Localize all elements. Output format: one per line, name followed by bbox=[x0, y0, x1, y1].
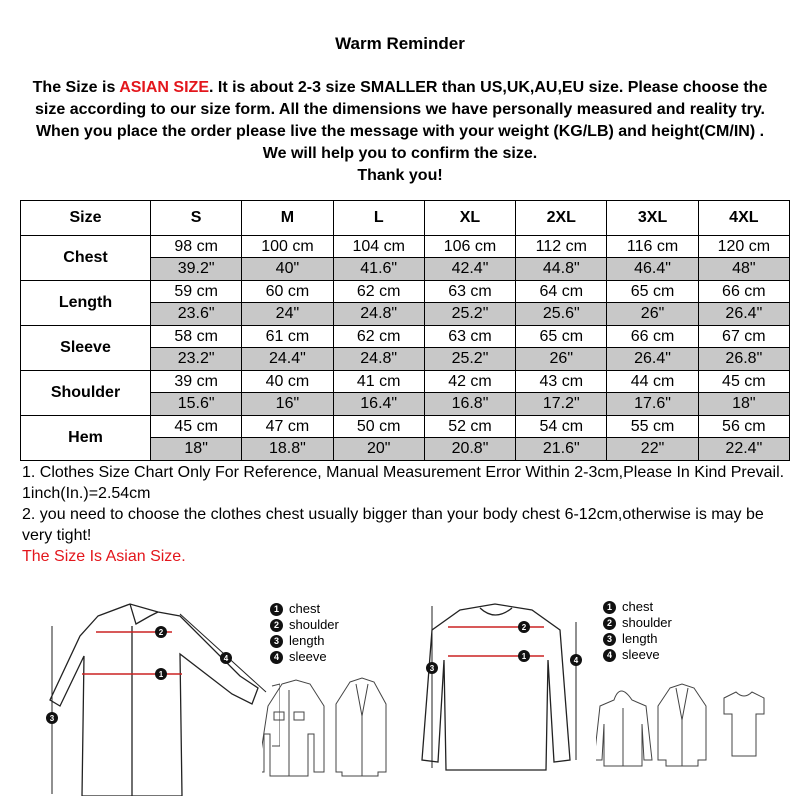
cm-cell: 44 cm bbox=[607, 371, 698, 393]
legend-label: shoulder bbox=[289, 617, 339, 632]
inch-cell: 48" bbox=[698, 258, 789, 281]
cm-cell: 120 cm bbox=[698, 236, 789, 258]
legend-label: chest bbox=[289, 601, 321, 616]
number-badge-icon: 4 bbox=[270, 651, 283, 664]
inch-cell: 17.2" bbox=[516, 393, 607, 416]
legend-label: chest bbox=[622, 599, 654, 614]
header-4xl: 4XL bbox=[698, 201, 789, 236]
inch-cell: 40" bbox=[242, 258, 333, 281]
table-row bbox=[21, 281, 790, 303]
sweater-thumbnails bbox=[596, 680, 766, 770]
inch-cell: 23.6" bbox=[151, 303, 242, 326]
legend-item bbox=[603, 599, 672, 615]
inch-cell: 26" bbox=[516, 348, 607, 371]
number-badge-icon: 4 bbox=[603, 649, 616, 662]
inch-cell: 24.4" bbox=[242, 348, 333, 371]
number-badge-icon: 1 bbox=[603, 601, 616, 614]
header-3xl: 3XL bbox=[607, 201, 698, 236]
table-row bbox=[21, 236, 790, 258]
cm-cell: 41 cm bbox=[333, 371, 424, 393]
header-size: Size bbox=[21, 201, 151, 236]
inch-cell: 17.6" bbox=[607, 393, 698, 416]
marker-1-label: 1 bbox=[521, 652, 527, 661]
legend-item bbox=[270, 601, 339, 617]
table-row bbox=[21, 416, 790, 438]
cm-cell: 62 cm bbox=[333, 281, 424, 303]
cm-cell: 45 cm bbox=[151, 416, 242, 438]
inch-cell: 26" bbox=[607, 303, 698, 326]
cm-cell: 66 cm bbox=[698, 281, 789, 303]
inch-cell: 25.2" bbox=[424, 348, 515, 371]
inch-cell: 18" bbox=[151, 438, 242, 461]
cm-cell: 40 cm bbox=[242, 371, 333, 393]
sweater-outline-icon bbox=[422, 604, 570, 770]
legend-left bbox=[270, 601, 339, 665]
inch-cell: 21.6" bbox=[516, 438, 607, 461]
number-badge-icon: 3 bbox=[603, 633, 616, 646]
legend-item bbox=[603, 647, 672, 663]
asian-size-highlight: ASIAN SIZE bbox=[119, 79, 209, 96]
marker-3-label: 3 bbox=[49, 714, 55, 723]
cm-cell: 112 cm bbox=[516, 236, 607, 258]
cm-cell: 65 cm bbox=[607, 281, 698, 303]
row-label: Length bbox=[21, 281, 151, 326]
legend-label: length bbox=[289, 633, 325, 648]
inch-cell: 23.2" bbox=[151, 348, 242, 371]
legend-item bbox=[270, 617, 339, 633]
intro-lead: The Size is bbox=[32, 79, 120, 96]
cm-cell: 54 cm bbox=[516, 416, 607, 438]
size-table-body bbox=[21, 236, 790, 461]
inch-cell: 24.8" bbox=[333, 348, 424, 371]
legend-item bbox=[270, 649, 339, 665]
inch-cell: 26.4" bbox=[698, 303, 789, 326]
inch-cell: 41.6" bbox=[333, 258, 424, 281]
cm-cell: 59 cm bbox=[151, 281, 242, 303]
note-asian-size: The Size Is Asian Size. bbox=[22, 548, 186, 565]
legend-item bbox=[603, 631, 672, 647]
intro-thanks: Thank you! bbox=[357, 167, 443, 184]
number-badge-icon: 2 bbox=[603, 617, 616, 630]
cm-cell: 66 cm bbox=[607, 326, 698, 348]
cm-cell: 63 cm bbox=[424, 281, 515, 303]
row-label: Hem bbox=[21, 416, 151, 461]
number-badge-icon: 2 bbox=[270, 619, 283, 632]
cm-cell: 98 cm bbox=[151, 236, 242, 258]
cm-cell: 42 cm bbox=[424, 371, 515, 393]
table-row bbox=[21, 371, 790, 393]
size-header-row bbox=[21, 201, 790, 236]
inch-cell: 22.4" bbox=[698, 438, 789, 461]
inch-cell: 16.8" bbox=[424, 393, 515, 416]
legend-item bbox=[603, 615, 672, 631]
header-xl: XL bbox=[424, 201, 515, 236]
intro-text bbox=[30, 77, 770, 187]
marker-1-label: 1 bbox=[158, 670, 164, 679]
denim-jacket-icon bbox=[262, 680, 324, 776]
inch-cell: 24" bbox=[242, 303, 333, 326]
note-1: 1. Clothes Size Chart Only For Reference, Manual Measurement Error Within 2-3cm,Please In Kind Prevail. 1inch(In.)=2.54cm bbox=[22, 464, 785, 502]
inch-cell: 44.8" bbox=[516, 258, 607, 281]
cm-cell: 43 cm bbox=[516, 371, 607, 393]
cm-cell: 116 cm bbox=[607, 236, 698, 258]
inch-cell: 16" bbox=[242, 393, 333, 416]
note-2: 2. you need to choose the clothes chest usually bigger than your body chest 6-12cm,otherwise is may be very tight! bbox=[22, 506, 764, 544]
header-2xl: 2XL bbox=[516, 201, 607, 236]
cm-cell: 58 cm bbox=[151, 326, 242, 348]
inch-cell: 26.8" bbox=[698, 348, 789, 371]
cm-cell: 63 cm bbox=[424, 326, 515, 348]
inch-cell: 25.6" bbox=[516, 303, 607, 326]
marker-4-label: 4 bbox=[573, 656, 579, 665]
inch-cell: 16.4" bbox=[333, 393, 424, 416]
number-badge-icon: 3 bbox=[270, 635, 283, 648]
blazer-icon bbox=[336, 678, 386, 776]
sweater-diagram bbox=[420, 600, 595, 775]
inch-cell: 26.4" bbox=[607, 348, 698, 371]
cm-cell: 60 cm bbox=[242, 281, 333, 303]
row-label: Chest bbox=[21, 236, 151, 281]
inch-cell: 46.4" bbox=[607, 258, 698, 281]
cm-cell: 61 cm bbox=[242, 326, 333, 348]
inch-cell: 20" bbox=[333, 438, 424, 461]
notes bbox=[22, 462, 792, 567]
inch-cell: 18" bbox=[698, 393, 789, 416]
header-l: L bbox=[333, 201, 424, 236]
inch-cell: 39.2" bbox=[151, 258, 242, 281]
legend-item bbox=[270, 633, 339, 649]
size-table bbox=[20, 200, 790, 461]
cm-cell: 56 cm bbox=[698, 416, 789, 438]
inch-cell: 22" bbox=[607, 438, 698, 461]
legend-label: length bbox=[622, 631, 658, 646]
cm-cell: 100 cm bbox=[242, 236, 333, 258]
header-s: S bbox=[151, 201, 242, 236]
cm-cell: 62 cm bbox=[333, 326, 424, 348]
cm-cell: 64 cm bbox=[516, 281, 607, 303]
row-label: Shoulder bbox=[21, 371, 151, 416]
cm-cell: 50 cm bbox=[333, 416, 424, 438]
inch-cell: 25.2" bbox=[424, 303, 515, 326]
legend-label: shoulder bbox=[622, 615, 672, 630]
cm-cell: 104 cm bbox=[333, 236, 424, 258]
cm-cell: 55 cm bbox=[607, 416, 698, 438]
marker-2-label: 2 bbox=[158, 628, 164, 637]
table-row bbox=[21, 326, 790, 348]
marker-2-label: 2 bbox=[521, 623, 527, 632]
intro-body: . It is about 2-3 size SMALLER than US,UK,AU,EU size. Please choose the size according to our size form. All the dimensions we have personally measured and reality try. When you place the order please live the message with your weight (KG/LB) and height(CM/IN) . We will help you to confirm the size. bbox=[35, 79, 768, 162]
header-m: M bbox=[242, 201, 333, 236]
cm-cell: 47 cm bbox=[242, 416, 333, 438]
cm-cell: 39 cm bbox=[151, 371, 242, 393]
inch-cell: 24.8" bbox=[333, 303, 424, 326]
legend-right bbox=[603, 599, 672, 663]
shirt-diagram bbox=[40, 596, 280, 796]
row-label: Sleeve bbox=[21, 326, 151, 371]
cm-cell: 52 cm bbox=[424, 416, 515, 438]
legend-label: sleeve bbox=[289, 649, 327, 664]
cm-cell: 67 cm bbox=[698, 326, 789, 348]
jacket-thumbnails bbox=[262, 676, 392, 786]
inch-cell: 20.8" bbox=[424, 438, 515, 461]
inch-cell: 42.4" bbox=[424, 258, 515, 281]
cm-cell: 65 cm bbox=[516, 326, 607, 348]
marker-4-label: 4 bbox=[223, 654, 229, 663]
page-title: Warm Reminder bbox=[335, 34, 465, 53]
inch-cell: 15.6" bbox=[151, 393, 242, 416]
shirt-outline-icon bbox=[50, 604, 258, 796]
legend-label: sleeve bbox=[622, 647, 660, 662]
tshirt-icon bbox=[724, 692, 764, 756]
cm-cell: 45 cm bbox=[698, 371, 789, 393]
marker-3-label: 3 bbox=[429, 664, 435, 673]
hoodie-icon bbox=[596, 691, 652, 766]
cm-cell: 106 cm bbox=[424, 236, 515, 258]
inch-cell: 18.8" bbox=[242, 438, 333, 461]
number-badge-icon: 1 bbox=[270, 603, 283, 616]
